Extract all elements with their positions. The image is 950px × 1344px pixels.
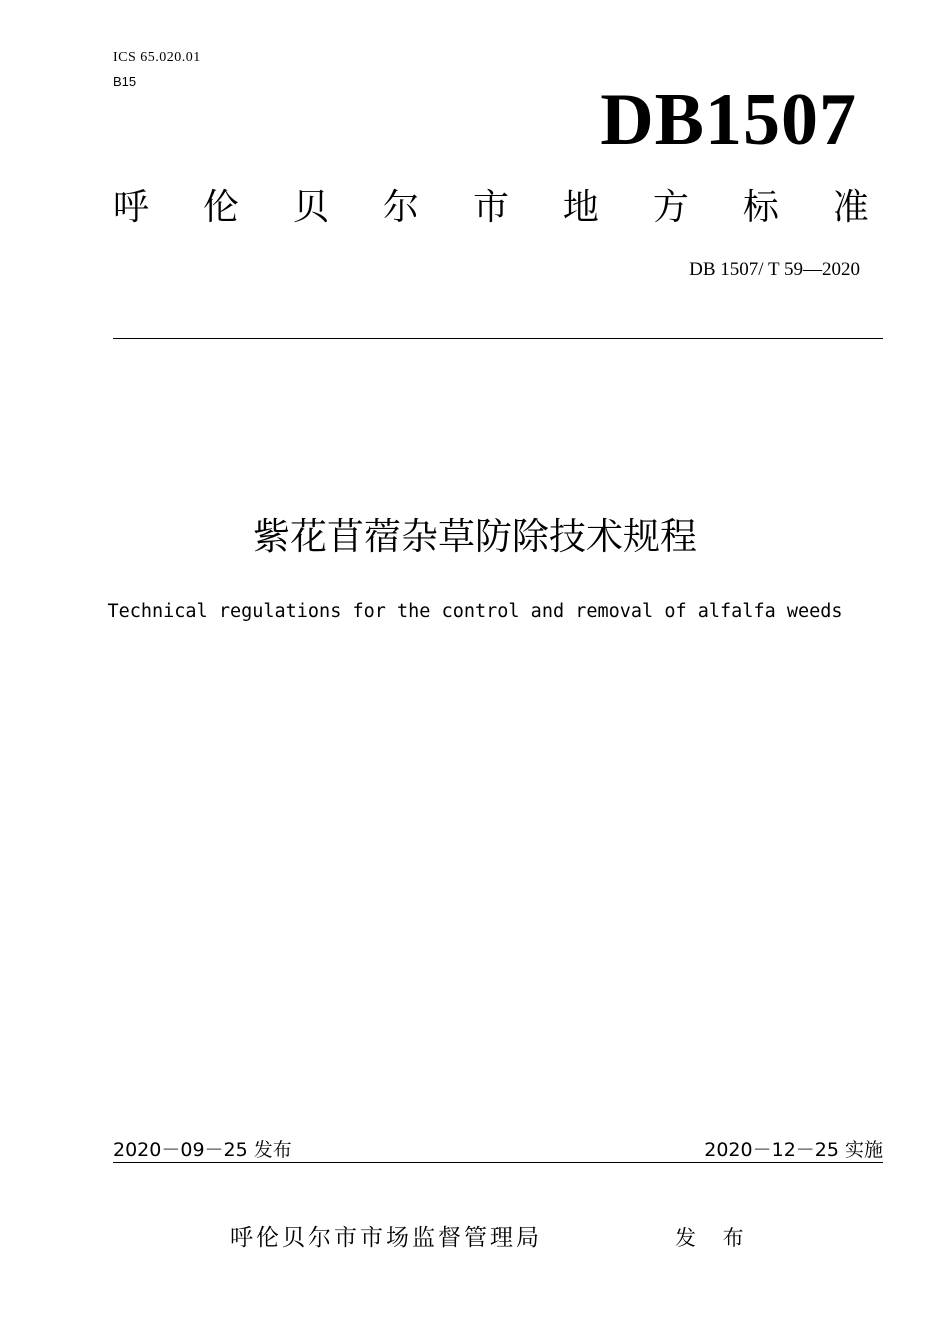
ics-code: ICS 65.020.01 bbox=[113, 50, 201, 65]
standard-logo: DB1507 bbox=[600, 79, 857, 161]
publisher-name: 呼伦贝尔市市场监督管理局 bbox=[230, 1225, 542, 1251]
standard-category-char: 方 bbox=[652, 187, 689, 228]
standard-category-char: 伦 bbox=[202, 187, 239, 228]
implement-date: 2020－12－25 实施 bbox=[704, 1139, 883, 1161]
standard-category-char: 贝 bbox=[292, 187, 329, 228]
standard-category-char: 标 bbox=[742, 187, 779, 228]
standard-number: DB 1507/ T 59—2020 bbox=[689, 259, 860, 280]
standard-category-char: 市 bbox=[472, 187, 509, 228]
classification-code: B15 bbox=[113, 74, 137, 89]
standard-category-char: 准 bbox=[832, 187, 869, 228]
publish-label: 发 布 bbox=[675, 1226, 754, 1250]
header-divider bbox=[113, 338, 883, 339]
footer-divider bbox=[113, 1162, 883, 1163]
standard-category bbox=[113, 186, 869, 230]
standard-category-char: 尔 bbox=[382, 187, 419, 228]
standard-category-char: 地 bbox=[562, 187, 599, 228]
standard-category-char: 呼 bbox=[113, 187, 150, 228]
document-title-chinese: 紫花苜蓿杂草防除技术规程 bbox=[253, 515, 697, 558]
publish-date: 2020－09－25 发布 bbox=[113, 1139, 292, 1161]
document-title-english: Technical regulations for the control and removal of alfalfa weeds bbox=[107, 601, 843, 622]
